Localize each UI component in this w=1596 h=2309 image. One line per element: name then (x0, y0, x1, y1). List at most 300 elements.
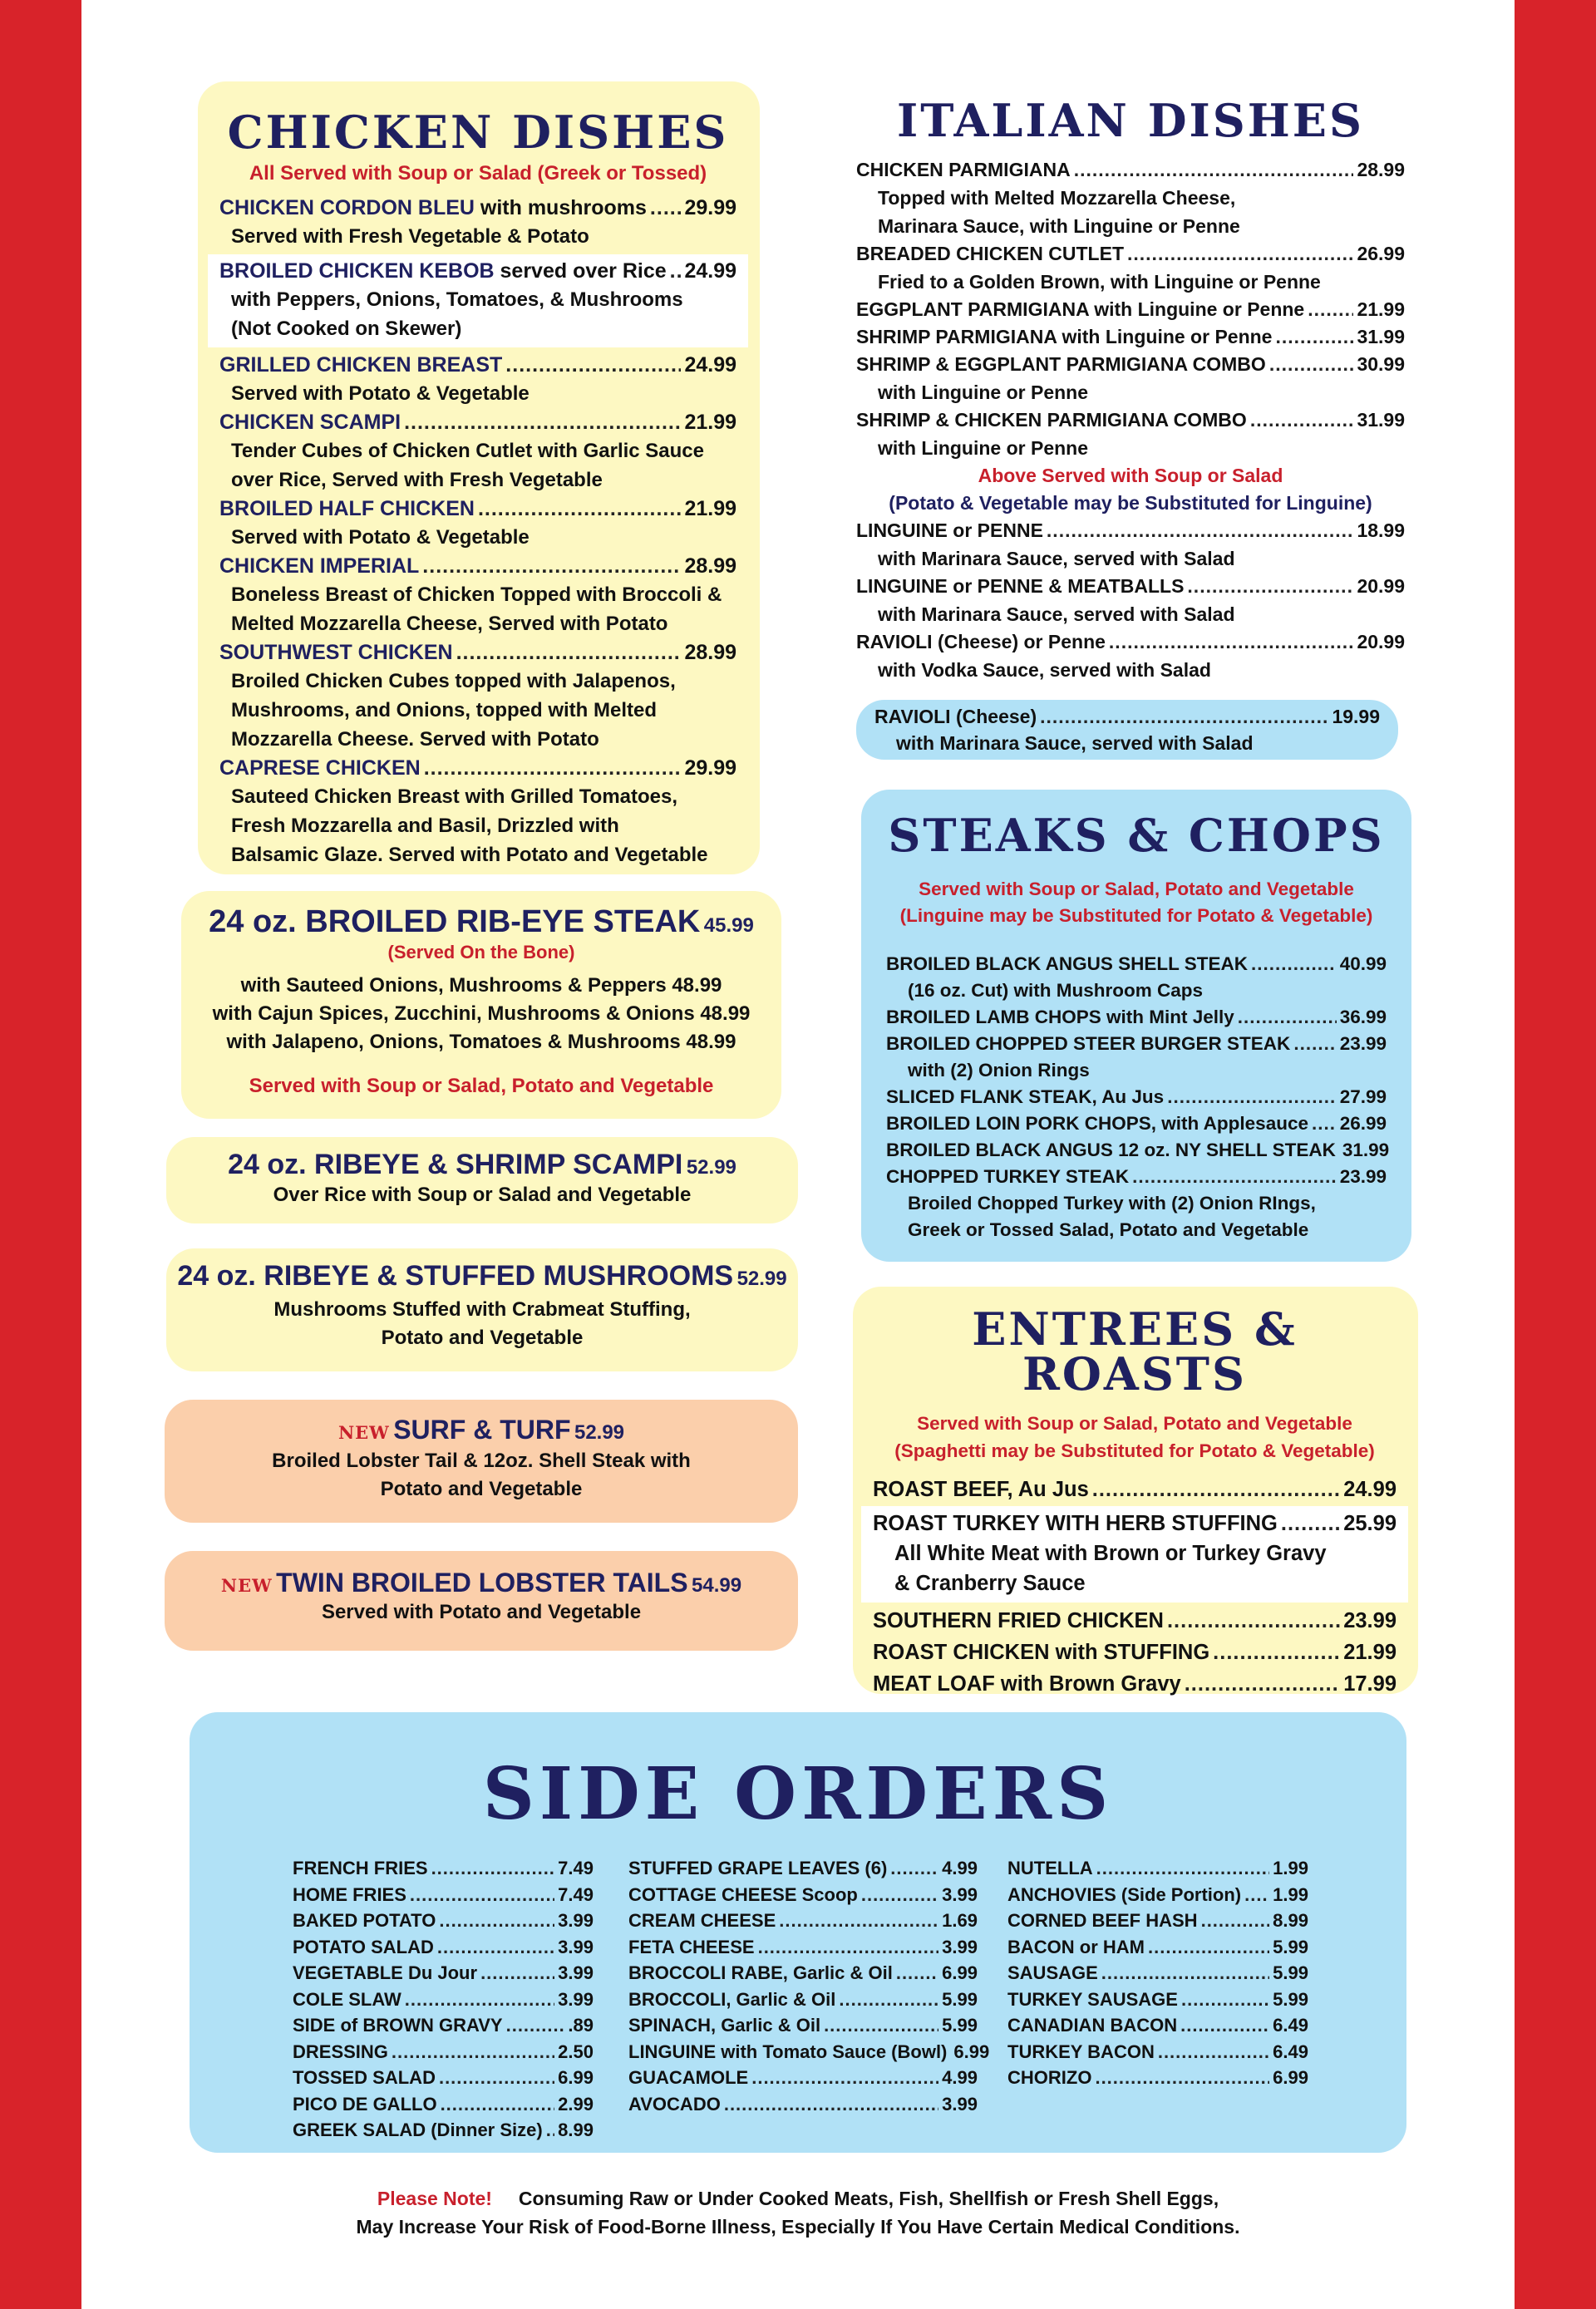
leader-dots (1293, 1031, 1336, 1057)
menu-item (219, 351, 736, 408)
side-price: 8.99 (558, 2119, 594, 2140)
stuffed-price: 52.99 (736, 1268, 787, 1290)
surf-price: 52.99 (574, 1421, 625, 1444)
menu-item (856, 406, 1405, 462)
side-name: TOSSED SALAD (293, 2067, 436, 2088)
steaks-chops-title: STEAKS & CHOPS (888, 809, 1385, 862)
item-name-highlight: CAPRESE CHICKEN (219, 756, 421, 780)
menu-item-row (873, 1509, 1396, 1539)
side-name: GUACAMOLE (628, 2067, 749, 2088)
chicken-dishes-panel (198, 81, 760, 874)
item-name: RAVIOLI (Cheese) (874, 706, 1037, 727)
item-name-highlight: SOUTHWEST CHICKEN (219, 641, 453, 664)
item-price: 27.99 (1339, 1086, 1387, 1107)
item-description: with Marinara Sauce, served with Salad (896, 732, 1254, 754)
item-name-highlight: BROILED CHICKEN KEBOB (219, 259, 495, 283)
item-price: 28.99 (1357, 159, 1405, 180)
side-name: CANADIAN BACON (1007, 2015, 1178, 2036)
side-name: CREAM CHEESE (628, 1910, 776, 1931)
twin-price: 54.99 (692, 1574, 742, 1597)
side-price: 4.99 (942, 1858, 978, 1878)
side-price: 6.49 (1273, 2015, 1308, 2036)
italian-note-1: Above Served with Soup or Salad (978, 465, 1283, 486)
item-price: 26.99 (1357, 243, 1405, 264)
menu-item (856, 156, 1405, 240)
health-notice (81, 2184, 1515, 2241)
menu-item (219, 638, 736, 754)
item-name-highlight: GRILLED CHICKEN BREAST (219, 353, 503, 377)
item-name-highlight: BROILED HALF CHICKEN (219, 497, 475, 520)
item-price: 17.99 (1343, 1672, 1396, 1696)
side-price: 3.99 (558, 1962, 594, 1983)
new-badge: NEW (220, 1575, 273, 1596)
side-name: GREEK SALAD (Dinner Size) (293, 2119, 543, 2140)
item-description: Mushrooms, and Onions, topped with Melted (231, 699, 657, 721)
ravioli-highlight (856, 700, 1398, 760)
side-name: SAUSAGE (1007, 1962, 1098, 1983)
item-price: 21.99 (684, 411, 736, 434)
menu-item-row (219, 754, 736, 782)
side-order-row (628, 1987, 978, 2013)
item-name: BROILED CHOPPED STEER BURGER STEAK (886, 1033, 1291, 1054)
menu-item (886, 1137, 1390, 1164)
menu-item-row (856, 517, 1405, 544)
leader-dots (410, 1882, 554, 1908)
side-price: 6.99 (953, 2041, 990, 2062)
item-description: (Not Cooked on Skewer) (231, 318, 462, 340)
menu-item (856, 628, 1405, 684)
side-name: HOME FRIES (293, 1883, 406, 1905)
side-name: BROCCOLI RABE, Garlic & Oil (628, 1962, 893, 1983)
item-name: LINGUINE or PENNE & MEATBALLS (856, 575, 1185, 597)
steaks-sub-2: (Linguine may be Substituted for Potato & Vegetable) (899, 905, 1373, 926)
side-name: TURKEY BACON (1007, 2041, 1155, 2062)
side-name: COLE SLAW (293, 1988, 401, 2010)
menu-item (886, 1004, 1387, 1031)
notice-line-1: Consuming Raw or Under Cooked Meats, Fish, Shellfish or Fresh Shell Eggs, (518, 2188, 1219, 2209)
item-name: MEAT LOAF with Brown Gravy (873, 1672, 1181, 1696)
item-description: Boneless Breast of Chicken Topped with Broccoli & (231, 583, 722, 606)
description-line: Potato and Vegetable (380, 1478, 583, 1500)
menu-item-row (886, 1084, 1387, 1110)
item-name: SHRIMP PARMIGIANA with Linguine or Penne (856, 326, 1273, 347)
item-name: ROAST BEEF, Au Jus (873, 1478, 1089, 1501)
leader-dots (1158, 2039, 1269, 2065)
item-description: with Linguine or Penne (878, 382, 1088, 403)
menu-item-row (856, 240, 1405, 268)
item-name (219, 194, 647, 222)
menu-item (219, 408, 736, 495)
shrimp-description (166, 1181, 798, 1209)
chicken-dishes-subtitle: All Served with Soup or Salad (Greek or Tossed) (249, 162, 707, 185)
steaks-sub-1: Served with Soup or Salad, Potato and Vegetable (919, 879, 1354, 899)
item-name: BROILED BLACK ANGUS SHELL STEAK (886, 953, 1249, 974)
italian-dishes-title: ITALIAN DISHES (897, 94, 1364, 147)
entrees-sub-2: (Spaghetti may be Substituted for Potato & Vegetable) (894, 1440, 1375, 1461)
side-price: 4.99 (942, 2067, 978, 2088)
ribeye-feature-panel (181, 891, 781, 1119)
menu-item (856, 351, 1405, 406)
leader-dots (824, 2012, 938, 2039)
leader-dots (439, 1908, 554, 1934)
new-badge: NEW (337, 1422, 390, 1443)
side-price: 3.99 (558, 1936, 594, 1957)
leader-dots (404, 408, 681, 436)
side-price: 5.99 (942, 1988, 978, 2010)
right-red-border (1515, 0, 1596, 2309)
side-order-row (293, 1855, 594, 1882)
side-order-row (293, 2012, 594, 2039)
item-name: RAVIOLI (Cheese) or Penne (856, 631, 1106, 652)
item-description: Mozzarella Cheese. Served with Potato (231, 728, 599, 751)
menu-item (873, 1669, 1396, 1699)
item-description: with (2) Onion Rings (908, 1060, 1090, 1081)
item-description: Sauteed Chicken Breast with Grilled Tomatoes, (231, 785, 678, 808)
menu-item-row (886, 951, 1387, 977)
side-price: 7.49 (558, 1858, 594, 1878)
side-name: DRESSING (293, 2041, 388, 2062)
ribeye-shrimp-panel (166, 1137, 798, 1223)
side-order-row (293, 2039, 594, 2065)
entrees-roasts-title: ENTREES & ROASTS (972, 1302, 1298, 1401)
side-order-row (628, 1960, 978, 1987)
menu-item-row (886, 1137, 1390, 1164)
side-order-row (628, 1855, 978, 1882)
menu-item (219, 194, 736, 251)
description-line: Potato and Vegetable (381, 1327, 584, 1349)
side-order-row (628, 2012, 978, 2039)
item-name-rest: served over Rice (494, 259, 667, 283)
menu-item-row (886, 1004, 1387, 1031)
side-name: FETA CHEESE (628, 1936, 755, 1957)
item-description: All White Meat with Brown or Turkey Gravy (894, 1542, 1327, 1565)
leader-dots (1127, 240, 1353, 268)
side-price: 3.99 (558, 1910, 594, 1931)
item-name-rest: with mushrooms (474, 196, 647, 219)
item-name: SHRIMP & CHICKEN PARMIGIANA COMBO (856, 409, 1247, 431)
entrees-items-list (873, 1475, 1396, 1699)
side-price: 2.99 (558, 2093, 594, 2115)
item-description: Fried to a Golden Brown, with Linguine or Penne (878, 271, 1321, 293)
item-description: Served with Fresh Vegetable & Potato (231, 225, 589, 248)
item-name (219, 495, 475, 523)
menu-item-row (886, 1110, 1387, 1137)
menu-item-row (856, 573, 1405, 600)
item-price: 29.99 (684, 196, 736, 219)
menu-item-row (219, 495, 736, 523)
menu-item (886, 951, 1387, 1004)
item-price: 24.99 (1343, 1478, 1396, 1501)
leader-dots (456, 638, 682, 667)
leader-dots (546, 2117, 554, 2144)
leader-dots (896, 1960, 938, 1987)
item-price: 31.99 (1357, 326, 1405, 347)
side-orders-panel (190, 1712, 1406, 2153)
item-name (219, 257, 667, 285)
item-description: Served with Potato & Vegetable (231, 382, 530, 405)
side-price: 6.49 (1273, 2041, 1308, 2062)
item-price: 24.99 (684, 353, 736, 377)
side-order-row (293, 1882, 594, 1908)
leader-dots (1167, 1084, 1337, 1110)
menu-item-row (874, 703, 1380, 730)
notice-line-2: May Increase Your Risk of Food-Borne Illness, Especially If You Have Certain Medical Conditions. (356, 2216, 1240, 2238)
item-price: 36.99 (1339, 1007, 1387, 1027)
side-name: FRENCH FRIES (293, 1858, 428, 1878)
menu-item (856, 323, 1405, 351)
leader-dots (441, 2091, 555, 2118)
menu-item-row (219, 257, 736, 285)
item-description: with Marinara Sauce, served with Salad (878, 603, 1235, 625)
item-name-highlight: CHICKEN IMPERIAL (219, 554, 420, 578)
description-line: Over Rice with Soup or Salad and Vegetable (273, 1184, 692, 1206)
side-orders-column-3 (1007, 1855, 1308, 2091)
leader-dots (1148, 1934, 1269, 1961)
side-order-row (1007, 2039, 1308, 2065)
leader-dots (1180, 2012, 1269, 2039)
stuffed-title: 24 oz. RIBEYE & STUFFED MUSHROOMS (177, 1260, 734, 1292)
item-description: Broiled Chopped Turkey with (2) Onion RIngs, (908, 1193, 1316, 1214)
menu-item (208, 254, 748, 347)
item-name: CHICKEN PARMIGIANA (856, 159, 1071, 180)
item-name-highlight: CHICKEN SCAMPI (219, 411, 401, 434)
item-description: over Rice, Served with Fresh Vegetable (231, 469, 603, 491)
italian-items-list-2 (856, 517, 1405, 684)
side-order-row (1007, 1908, 1308, 1934)
side-name: TURKEY SAUSAGE (1007, 1988, 1178, 2010)
side-price: 1.69 (942, 1910, 978, 1931)
side-order-row (628, 2065, 978, 2091)
menu-item-row (856, 351, 1405, 378)
menu-item (856, 517, 1405, 573)
leader-dots (1308, 296, 1353, 323)
menu-item (856, 573, 1405, 628)
item-description: (16 oz. Cut) with Mushroom Caps (908, 980, 1204, 1001)
menu-item (873, 1475, 1396, 1504)
leader-dots (1040, 703, 1328, 730)
menu-item-row (219, 408, 736, 436)
menu-item (219, 552, 736, 638)
item-price: 26.99 (1339, 1113, 1387, 1134)
leader-dots (670, 257, 682, 285)
leader-dots (839, 1987, 938, 2013)
menu-item (873, 1637, 1396, 1667)
side-price: 6.99 (1273, 2067, 1308, 2088)
leader-dots (1092, 1475, 1340, 1504)
menu-item (219, 495, 736, 552)
leader-dots (1096, 1855, 1270, 1882)
item-name: BROILED BLACK ANGUS 12 oz. NY SHELL STEAK (886, 1140, 1336, 1160)
side-order-row (293, 1908, 594, 1934)
leader-dots (478, 495, 682, 523)
side-price: 1.99 (1273, 1858, 1308, 1878)
side-order-row (293, 2091, 594, 2118)
item-price: 23.99 (1339, 1166, 1387, 1187)
item-description: Topped with Melted Mozzarella Cheese, (878, 187, 1236, 209)
side-price: 3.99 (942, 1883, 978, 1905)
side-name: ANCHOVIES (Side Portion) (1007, 1883, 1242, 1905)
side-name: AVOCADO (628, 2093, 721, 2115)
menu-item-row (886, 1031, 1387, 1057)
leader-dots (1201, 1908, 1270, 1934)
description-line: Mushrooms Stuffed with Crabmeat Stuffing, (273, 1298, 691, 1321)
side-name: SIDE of BROWN GRAVY (293, 2015, 503, 2036)
menu-item-row (219, 638, 736, 667)
leader-dots (751, 2065, 938, 2091)
surf-turf-panel (165, 1400, 798, 1523)
menu-item (856, 296, 1405, 323)
item-price: 28.99 (684, 554, 736, 578)
item-name: BROILED LOIN PORK CHOPS, with Applesauce (886, 1113, 1308, 1134)
side-order-row (628, 2039, 990, 2065)
leader-dots (505, 351, 681, 379)
side-name: VEGETABLE Du Jour (293, 1962, 478, 1983)
leader-dots (431, 1855, 555, 1882)
leader-dots (1275, 323, 1353, 351)
shrimp-price: 52.99 (686, 1156, 736, 1179)
item-description: with Marinara Sauce, served with Salad (878, 548, 1235, 569)
leader-dots (1181, 1987, 1269, 2013)
menu-item-row (856, 296, 1405, 323)
leader-dots (890, 1855, 938, 1882)
side-name: CHORIZO (1007, 2067, 1092, 2088)
item-price: 19.99 (1332, 706, 1380, 727)
item-price: 28.99 (684, 641, 736, 664)
ribeye-footer: Served with Soup or Salad, Potato and Vegetable (249, 1075, 714, 1097)
item-name: SLICED FLANK STEAK, Au Jus (886, 1086, 1165, 1107)
stuffed-description (166, 1296, 798, 1352)
menu-item (886, 1164, 1387, 1243)
ribeye-title: 24 oz. BROILED RIB-EYE STEAK (209, 904, 701, 939)
side-order-row (628, 1908, 978, 1934)
item-description: with Linguine or Penne (878, 437, 1088, 459)
side-order-row (628, 1934, 978, 1961)
item-name: ROAST TURKEY WITH HERB STUFFING (873, 1512, 1278, 1535)
side-name: LINGUINE with Tomato Sauce (Bowl) (628, 2041, 948, 2062)
menu-item-row (219, 552, 736, 580)
item-description: Balsamic Glaze. Served with Potato and Vegetable (231, 844, 708, 866)
leader-dots (758, 1934, 939, 1961)
surf-title: SURF & TURF (393, 1415, 571, 1445)
leader-dots (1250, 406, 1354, 434)
side-price: 5.99 (942, 2015, 978, 2036)
leader-dots (1244, 1882, 1269, 1908)
menu-item (219, 754, 736, 869)
ribeye-stuffed-panel (166, 1248, 798, 1371)
item-name: EGGPLANT PARMIGIANA with Linguine or Penne (856, 298, 1305, 320)
leader-dots (1238, 1004, 1337, 1031)
menu-item-row (873, 1669, 1396, 1699)
menu-item-row (219, 194, 736, 222)
side-price: 3.99 (942, 1936, 978, 1957)
leader-dots (480, 1960, 554, 1987)
twin-description (165, 1598, 798, 1627)
item-price: 31.99 (1357, 409, 1405, 431)
side-name: STUFFED GRAPE LEAVES (6) (628, 1858, 888, 1878)
leader-dots (506, 2012, 565, 2039)
chicken-dishes-title: CHICKEN DISHES (227, 106, 729, 159)
menu-item (861, 1506, 1408, 1603)
item-description: with Peppers, Onions, Tomatoes, & Mushrooms (231, 288, 683, 311)
leader-dots (861, 1882, 938, 1908)
leader-dots (1074, 156, 1354, 184)
leader-dots (724, 2091, 938, 2118)
twin-title: TWIN BROILED LOBSTER TAILS (276, 1568, 688, 1598)
leader-dots (1095, 2065, 1269, 2091)
item-price: 21.99 (684, 497, 736, 520)
menu-item-row (856, 156, 1405, 184)
description-line: with Jalapeno, Onions, Tomatoes & Mushrooms 48.99 (226, 1031, 736, 1053)
item-name: ROAST CHICKEN with STUFFING (873, 1641, 1210, 1664)
side-order-row (293, 1934, 594, 1961)
menu-item (873, 1606, 1396, 1636)
side-price: 5.99 (1273, 1988, 1308, 2010)
leader-dots (1185, 1669, 1340, 1699)
side-order-row (1007, 1882, 1308, 1908)
description-line: with Sauteed Onions, Mushrooms & Peppers 48.99 (240, 974, 722, 997)
side-order-row (293, 2117, 594, 2144)
leader-dots (392, 2039, 554, 2065)
italian-dishes-section (856, 94, 1405, 684)
side-name: POTATO SALAD (293, 1936, 434, 1957)
italian-items-list (856, 156, 1405, 462)
leader-dots (437, 1934, 554, 1961)
left-red-border (0, 0, 81, 2309)
menu-item-row (856, 406, 1405, 434)
leader-dots (650, 194, 682, 222)
surf-description (165, 1447, 798, 1504)
side-name: SPINACH, Garlic & Oil (628, 2015, 821, 2036)
description-line: Served with Potato and Vegetable (321, 1601, 642, 1623)
leader-dots (1281, 1509, 1340, 1539)
item-price: 24.99 (684, 259, 736, 283)
item-price: 23.99 (1343, 1609, 1396, 1632)
item-price: 18.99 (1357, 519, 1405, 541)
item-description: & Cranberry Sauce (894, 1572, 1086, 1595)
side-orders-column-1 (293, 1855, 594, 2144)
side-name: PICO DE GALLO (293, 2093, 437, 2115)
side-name: BAKED POTATO (293, 1910, 436, 1931)
menu-item (886, 1031, 1387, 1084)
ribeye-options (181, 972, 781, 1056)
item-name (219, 351, 502, 379)
leader-dots (1269, 351, 1354, 378)
leader-dots (439, 2065, 554, 2091)
item-price: 30.99 (1357, 353, 1405, 375)
italian-note-2: (Potato & Vegetable may be Substituted for Linguine) (889, 492, 1372, 514)
menu-item (886, 1084, 1387, 1110)
side-order-row (1007, 1855, 1308, 1882)
side-order-row (1007, 1960, 1308, 1987)
menu-item-row (873, 1606, 1396, 1636)
side-orders-title: SIDE ORDERS (482, 1752, 1114, 1836)
chicken-items-list (219, 194, 736, 869)
leader-dots (1312, 1110, 1337, 1137)
item-name: SHRIMP & EGGPLANT PARMIGIANA COMBO (856, 353, 1266, 375)
item-price: 23.99 (1339, 1033, 1387, 1054)
side-price: 8.99 (1273, 1910, 1308, 1931)
side-order-row (628, 2091, 978, 2118)
steaks-items-list (886, 951, 1390, 1243)
leader-dots (1047, 517, 1354, 544)
side-order-row (1007, 2012, 1308, 2039)
side-order-row (628, 1882, 978, 1908)
side-price: 6.99 (942, 1962, 978, 1983)
side-price: 1.99 (1273, 1883, 1308, 1905)
side-name: BACON or HAM (1007, 1936, 1145, 1957)
side-order-row (293, 1987, 594, 2013)
side-price: 5.99 (1273, 1936, 1308, 1957)
